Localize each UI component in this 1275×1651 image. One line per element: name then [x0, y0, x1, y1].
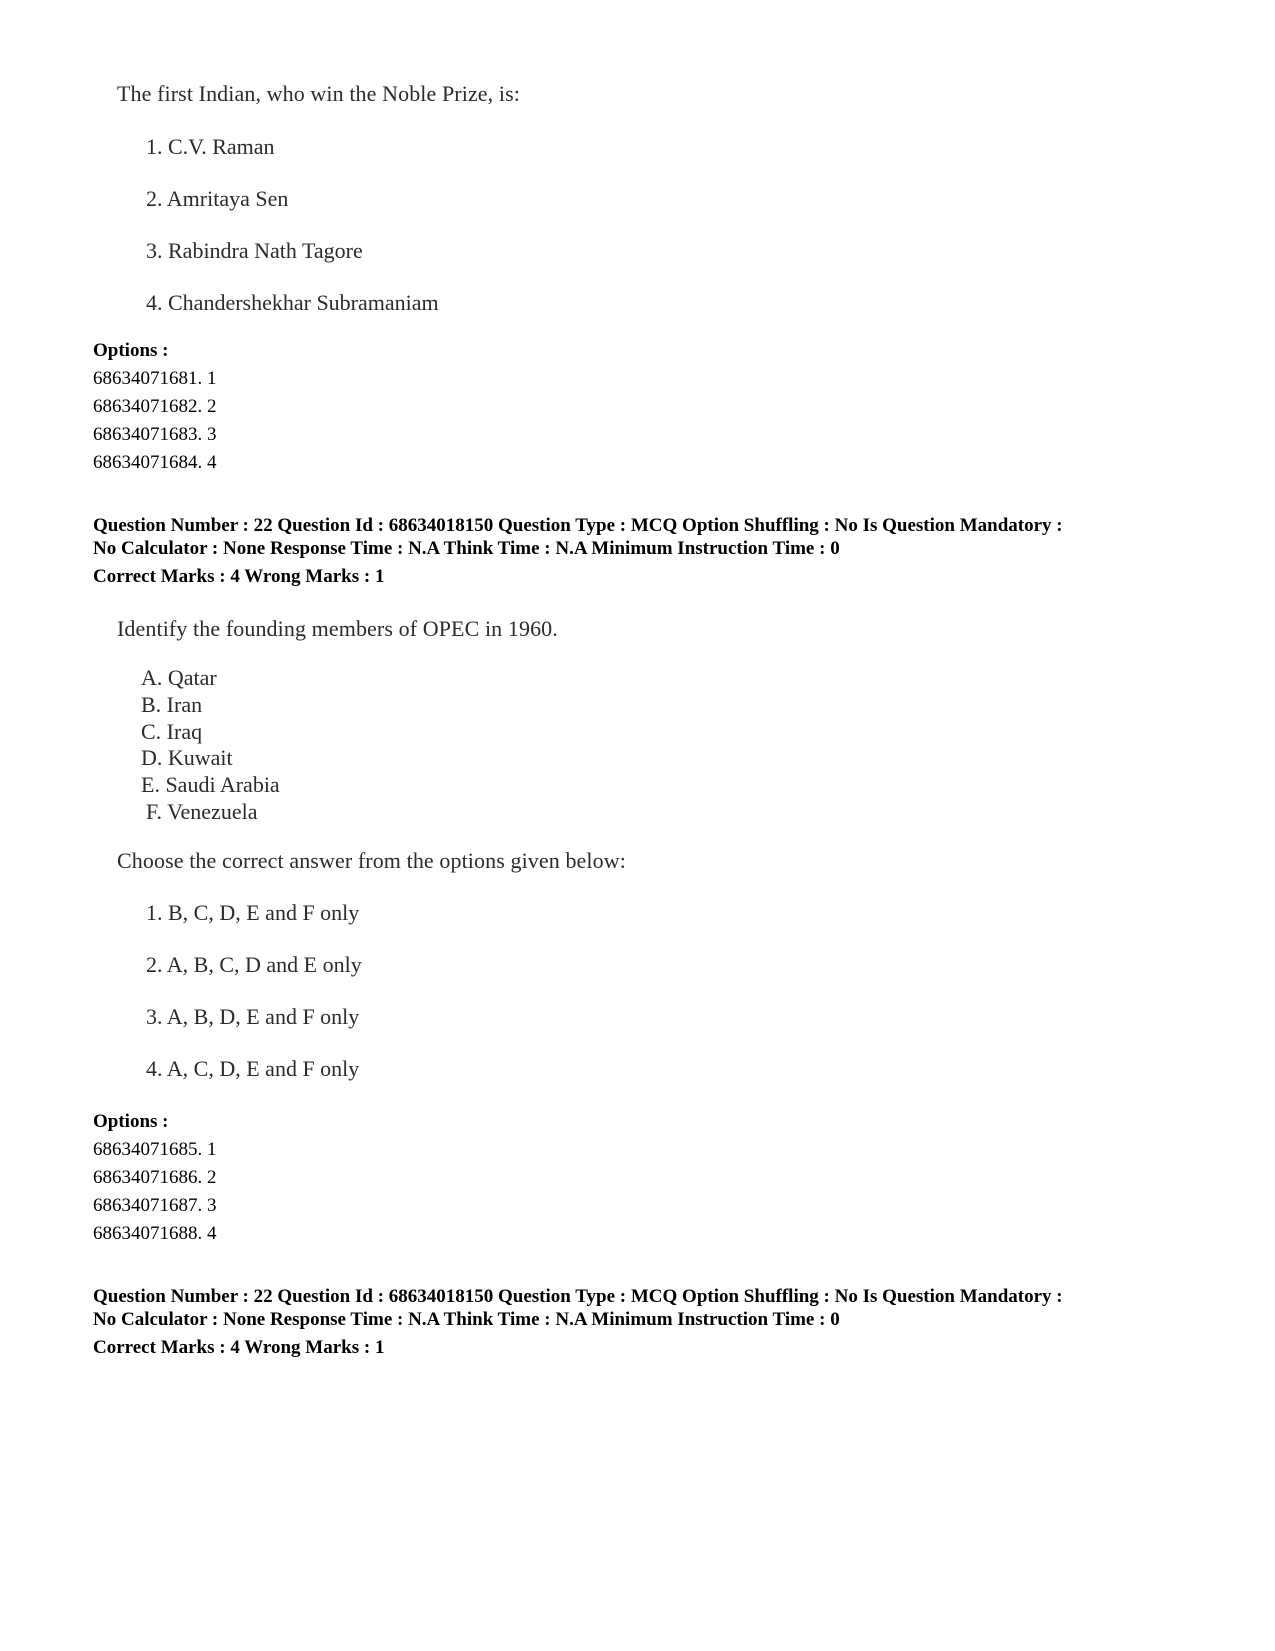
- question-2-choice: 3. A, B, D, E and F only: [146, 1004, 360, 1029]
- question-marks: Correct Marks : 4 Wrong Marks : 1: [93, 566, 385, 587]
- question-1-choice: 4. Chandershekhar Subramaniam: [146, 290, 439, 315]
- options-label: Options :: [93, 340, 169, 361]
- question-header-line: No Calculator : None Response Time : N.A Think Time : N.A Minimum Instruction Time : 0: [93, 1309, 840, 1330]
- question-1-choice: 2. Amritaya Sen: [146, 186, 289, 211]
- question-1-choice: 3. Rabindra Nath Tagore: [146, 238, 363, 263]
- question-2-list-item: D. Kuwait: [141, 745, 233, 770]
- option-id: 68634071686. 2: [93, 1167, 217, 1188]
- option-id: 68634071683. 3: [93, 424, 217, 445]
- options-label: Options :: [93, 1111, 169, 1132]
- question-2-list-item: C. Iraq: [141, 719, 203, 744]
- option-id: 68634071688. 4: [93, 1223, 217, 1244]
- question-1-stem: The first Indian, who win the Noble Prize, is:: [117, 81, 520, 106]
- question-marks: Correct Marks : 4 Wrong Marks : 1: [93, 1337, 385, 1358]
- question-2-choice: 2. A, B, C, D and E only: [146, 952, 362, 977]
- question-header-line: Question Number : 22 Question Id : 68634018150 Question Type : MCQ Option Shuffling : No Is Question Mandatory :: [93, 1286, 1063, 1307]
- option-id: 68634071687. 3: [93, 1195, 217, 1216]
- question-2-choice: 1. B, C, D, E and F only: [146, 900, 360, 925]
- question-2-list-item: F. Venezuela: [146, 799, 258, 824]
- option-id: 68634071682. 2: [93, 396, 217, 417]
- option-id: 68634071681. 1: [93, 368, 217, 389]
- question-2-instruction: Choose the correct answer from the options given below:: [117, 848, 626, 873]
- question-2-list-item: B. Iran: [141, 692, 203, 717]
- question-1-choice: 1. C.V. Raman: [146, 134, 275, 159]
- question-2-list-item: A. Qatar: [141, 665, 217, 690]
- question-2-list-item: E. Saudi Arabia: [141, 772, 280, 797]
- question-2-stem: Identify the founding members of OPEC in 1960.: [117, 616, 558, 641]
- option-id: 68634071685. 1: [93, 1139, 217, 1160]
- question-header-line: Question Number : 22 Question Id : 68634018150 Question Type : MCQ Option Shuffling : No Is Question Mandatory :: [93, 515, 1063, 536]
- option-id: 68634071684. 4: [93, 452, 217, 473]
- question-header-line: No Calculator : None Response Time : N.A Think Time : N.A Minimum Instruction Time : 0: [93, 538, 840, 559]
- question-2-choice: 4. A, C, D, E and F only: [146, 1056, 360, 1081]
